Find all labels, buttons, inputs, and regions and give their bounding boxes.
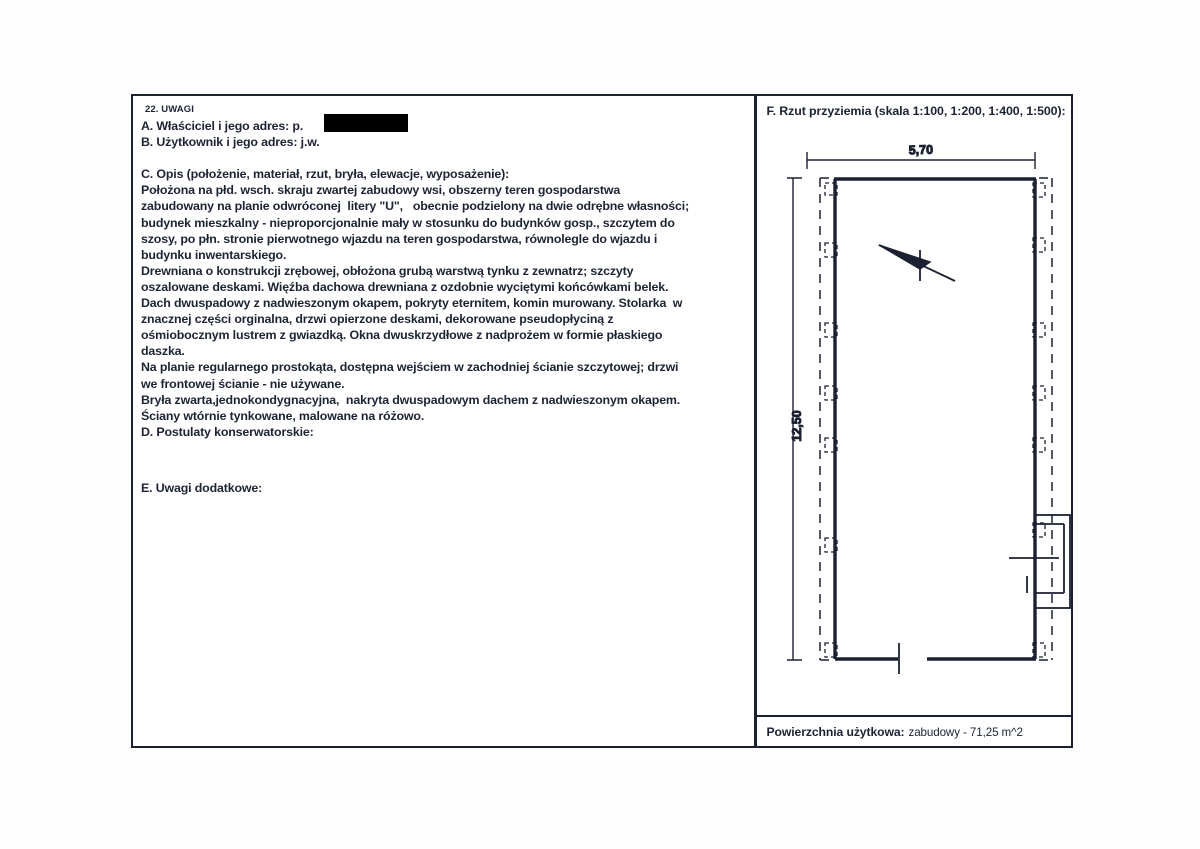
description-line-15: Ściany wtórnie tynkowane, malowane na różowo. <box>141 408 425 423</box>
height-dimension-label: 12,50 <box>789 410 804 442</box>
description-line-7: oszalowane deskami. Więźba dachowa drewniana z ozdobnie wyciętymi końcówkami belek. <box>141 279 669 294</box>
north-arrow-icon <box>879 245 955 281</box>
width-dimension-label: 5,70 <box>907 142 933 158</box>
description-heading: C. Opis (położenie, materiał, rzut, bryła, elewacje, wyposażenie): <box>141 167 510 182</box>
description-line-5: budynku inwentarskiego. <box>141 247 287 262</box>
description-line-11: daszka. <box>141 344 185 359</box>
owner-line: A. Właściciel i jego adres: p. <box>141 119 304 133</box>
spacer <box>139 440 746 456</box>
description-line-10: ośmiobocznym lustrem z gwiazdką. Okna dwuskrzydłowe z nadprożem w formie płaskiego <box>141 328 663 343</box>
usable-area-label: Powierzchnia użytkowa: <box>766 725 905 739</box>
entrance-annex <box>1009 515 1070 608</box>
description-line-9: znacznej części orginalna, drzwi opierzone deskami, dekorowane pseudopłyciną z <box>141 312 614 327</box>
roof-overhang-outline <box>820 178 1052 660</box>
description-line-3: budynek mieszkalny - nieproporcjonalnie mały w stosunku do budynków gosp., szczytem do <box>141 215 675 230</box>
record-card-frame <box>131 94 1073 748</box>
remarks-panel <box>133 96 754 746</box>
postulates-heading: D. Postulaty konserwatorskie: <box>141 424 314 439</box>
redaction-bar <box>324 114 408 132</box>
spacer <box>139 456 746 472</box>
building-walls <box>834 179 1036 659</box>
plan-title: F. Rzut przyziemia (skala 1:100, 1:200, 1:400, 1:500): <box>766 104 1066 118</box>
spacer <box>139 150 746 166</box>
description-line-13: we frontowej ścianie - nie używane. <box>141 376 345 391</box>
description-line-12: Na planie regularnego prostokąta, dostępna wejściem w zachodniej ścianie szczytowej; drzwi <box>141 360 679 375</box>
floor-plan-drawing <box>787 138 1077 698</box>
usable-area-footer <box>767 725 1023 739</box>
description-line-8: Dach dwuspadowy z nadwieszonym okapem, pokryty eternitem, komin murowany. Stolarka w <box>141 296 683 311</box>
description-line-14: Bryła zwarta,jednokondygnacyjna, nakryta dwuspadowym dachem z nadwieszonym okapem. <box>141 392 681 407</box>
description-line-1: Położona na płd. wsch. skraju zwartej zabudowy wsi, obszerny teren gospodarstwa <box>141 183 621 198</box>
description-line-6: Drewniana o konstrukcji zrębowej, obłożona grubą warstwą tynku z zewnatrz; szczyty <box>141 263 634 278</box>
section-number: 22. UWAGI <box>145 104 194 115</box>
spacer <box>139 472 746 480</box>
floor-plan-panel <box>757 96 1073 746</box>
description-line-2: zabudowany na planie odwróconej litery "U", obecnie podzielony na dwie odrębne własności; <box>141 199 690 214</box>
additional-notes-heading: E. Uwagi dodatkowe: <box>141 481 263 496</box>
usable-area-value: zabudowy - 71,25 m^2 <box>908 726 1023 739</box>
description-line-4: szosy, po płn. stronie pierwotnego wjazdu na teren gospodarstwa, równolegle do wjazdu i <box>141 231 658 246</box>
footer-rule <box>757 715 1073 717</box>
user-line: B. Użytkownik i jego adres: j.w. <box>141 135 320 150</box>
